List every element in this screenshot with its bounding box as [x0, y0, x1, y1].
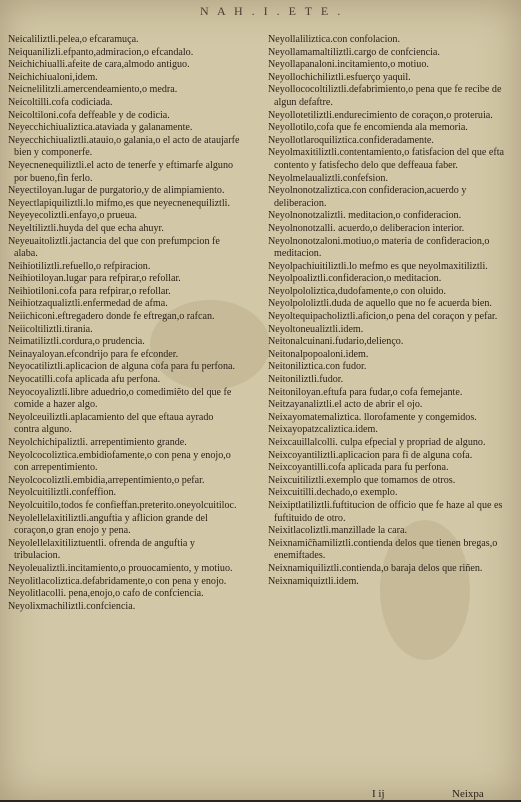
dictionary-entry: Neyoltoneualiztli.idem.	[268, 323, 364, 335]
dictionary-entry: Neiicoltiliztli.tirania.	[8, 323, 93, 335]
dictionary-entry: Neyolcuitilo,todos fe confieffan.preterito.oneyolcuitiloc.	[8, 499, 237, 511]
dictionary-entry: Neyoltequipacholiztli.aficion,o pena del coraçon y pefar.	[268, 311, 498, 323]
dictionary-entry: Neyollapanaloni.incitamiento,o motiuo.	[268, 59, 429, 71]
dictionary-entry: Neiichiconi.eftregadero donde fe eftregan,o rafcan.	[8, 311, 215, 323]
dictionary-entry: Neyolpololiztli.duda de aquello que no fe acuerda bien.	[268, 298, 492, 310]
dictionary-entry: Neitonalcuinani.fudario,delienço.	[268, 336, 404, 348]
dictionary-entry: Neixayomatemaliztica. llorofamente y congemidos.	[268, 411, 477, 423]
dictionary-entry: Neyocatilli.cofa aplicada afu perfona.	[8, 374, 161, 386]
dictionary-entry: Neyolchichipaliztli. arrepentimiento grande.	[8, 437, 187, 448]
dictionary-entry: Neyectlapiquiliztli.lo mifmo,es que neyecnenequiliztli.	[8, 197, 230, 209]
dictionary-entry: Neyeuaitoliztli.jactancia del que con prefumpcion fe alaba.	[8, 235, 220, 260]
dictionary-entry: Neitoniliztli.fudor.	[268, 374, 344, 386]
dictionary-entry: Neyocatiliztli.aplicacion de alguna cofa para fu perfona.	[8, 361, 235, 373]
dictionary-entry: Neyolcocoliztica.embidiofamente,o con pena y enojo,o con arrepentimiento.	[8, 449, 231, 474]
dictionary-entry: Neixcauillalcolli. culpa efpecial y propriad de alguno.	[268, 437, 486, 448]
dictionary-entry: Neyolcocoliztli.embidia,arrepentimiento,o pefar.	[8, 474, 205, 486]
dictionary-entry: Neyolitlacolli. pena,enojo,o cafo de confciencia.	[8, 588, 204, 600]
dictionary-entry: Neihiotzaqualiztli.enfermedad de afma.	[8, 298, 168, 310]
dictionary-entry: Neyolixmachiliztli.confciencia.	[8, 600, 136, 612]
dictionary-entry: Neyollotlaroquiliztica.confideradamente.	[268, 134, 434, 146]
dictionary-entry: Neixcoyantiliztli.aplicacion para fi de alguna cofa.	[268, 449, 473, 461]
dictionary-entry: Neyolitlacoliztica.defabridamente,o con pena y enojo.	[8, 575, 227, 587]
dictionary-entry: Neyolnonotzalli. acuerdo,o deliberacion interior.	[268, 222, 465, 234]
dictionary-entry: Neyollotilo,cofa que fe encomienda ala memoria.	[268, 122, 468, 134]
dictionary-entry: Neichichiualoni,idem.	[8, 71, 98, 83]
running-head-text: N A H . I . E T E .	[200, 4, 344, 18]
dictionary-entry: Neitoniloyan.eftufa para fudar,o cofa femejante.	[268, 386, 463, 398]
catchword: Neixpa	[452, 788, 484, 800]
dictionary-entry: Neixnamiquiztli.idem.	[268, 575, 359, 587]
dictionary-entry: Neyolcuitiliztli.confeffion.	[8, 487, 117, 499]
right-column	[268, 34, 508, 588]
dictionary-entry: Neinayaloyan.efcondrijo para fe efconder.	[8, 348, 179, 360]
dictionary-entry: Neixcuitilli.dechado,o exemplo.	[268, 487, 398, 499]
running-head	[0, 4, 521, 24]
dictionary-entry: Neyollochichiliztli.esfuerço yaquil.	[268, 71, 411, 83]
dictionary-entry: Neyolmelaualiztli.confefsion.	[268, 172, 388, 184]
dictionary-entry: Neicnelilitzli.amercendeamiento,o medra.	[8, 84, 178, 96]
dictionary-entry: Neihiotiloyan.lugar para refpirar,o refollar.	[8, 273, 181, 285]
dictionary-entry: Neyeyecoliztli.enfayo,o prueua.	[8, 210, 137, 222]
dictionary-entry: Neihiotiliztli.refuello,o refpiracion.	[8, 260, 151, 272]
dictionary-entry: Neiquanilizli.efpanto,admiracion,o efcandalo.	[8, 46, 194, 58]
dictionary-entry: Neicoltiloni.cofa deffeable y de codicia.	[8, 109, 170, 121]
dictionary-entry: Neitonalpopoaloni.idem.	[268, 348, 369, 360]
dictionary-entry: Neyolpachiuitiliztli.lo mefmo es que neyolmaxitiliztli.	[268, 260, 488, 272]
left-column	[8, 34, 240, 613]
dictionary-entry: Neyolellelaxitiliztuentli. ofrenda de anguftia y tribulacion.	[8, 537, 195, 562]
dictionary-entry: Neyollamamaltiliztli.cargo de confciencia.	[268, 46, 440, 58]
signature-mark: I ij	[372, 788, 385, 800]
dictionary-entry: Neyolpoaliztli.confideracion,o meditacion.	[268, 273, 442, 285]
dictionary-entry: Neixiptlatiliztli.fuftitucion de officio que fe haze al que es fuftituido de otro.	[268, 499, 503, 524]
dictionary-entry: Neyeltiliztli.huyda del que echa ahuyr.	[8, 222, 164, 234]
dictionary-entry: Neixcoyantilli.cofa aplicada para fu perfona.	[268, 462, 449, 474]
dictionary-entry: Neimatiliztli.cordura,o prudencia.	[8, 336, 145, 348]
dictionary-entry: Neyolnonotzaloni.motiuo,o materia de confideracion,o meditacion.	[268, 235, 490, 260]
dictionary-entry: Neitzayanaliztli.el acto de abrir el ojo.	[268, 399, 423, 411]
dictionary-entry: Neihiotiloni.cofa para refpirar,o refollar.	[8, 285, 171, 297]
dictionary-entry: Neyolpololiztica,dudofamente,o con oluido.	[268, 285, 446, 297]
dictionary-entry: Neyecnenequiliztli.el acto de tenerfe y eftimarfe alguno por bueno,fin ferlo.	[8, 159, 234, 184]
dictionary-entry: Neyolnonotzaliztica.con confideracion,acuerdo y deliberacion.	[268, 185, 467, 209]
dictionary-entry: Neyollotetiliztli.endurecimiento de coraçon,o proteruia.	[268, 109, 493, 121]
dictionary-entry: Neyolnonotzaliztli. meditacion,o confideracion.	[268, 210, 462, 222]
dictionary-entry: Neicaliliztli.pelea,o efcaramuça.	[8, 34, 139, 45]
dictionary-entry: Neyolellelaxitiliztli.anguftia y aflicion grande del coraçon,o gran enojo y pena.	[8, 512, 208, 537]
dictionary-entry: Neixitlacoliztli.manzillade la cara.	[268, 525, 408, 537]
dictionary-entry: Neyoleualiztli.incitamiento,o prouocamiento, y motiuo.	[8, 562, 233, 574]
dictionary-entry: Neyollococoltiliztli.defabrimiento,o pena que fe recibe de algun defaftre.	[268, 84, 502, 108]
dictionary-entry: Neyolmaxitiliztli.contentamiento,o fatisfacion del que efta contento y fatisfecho delo que deffeaua faber.	[268, 147, 505, 171]
dictionary-entry: Neyocoyaliztli.libre aduedrio,o comedimiẽto del que fe comide a hazer algo.	[8, 386, 232, 411]
dictionary-entry: Neyectiloyan.lugar de purgatorio,y de alimpiamiento.	[8, 185, 225, 197]
dictionary-entry: Neixayopatzcaliztica.idem.	[268, 424, 378, 436]
dictionary-entry: Neyecchichiualiztli.atauio,o galania,o el acto de ataujarfe bien y componerfe.	[8, 134, 240, 159]
dictionary-entry: Neitoniliztica.con fudor.	[268, 361, 367, 373]
dictionary-entry: Neixnamiquiliztli.contienda,o baraja delos que riñen.	[268, 562, 483, 574]
dictionary-entry: Neyolceuiliztli.aplacamiento del que eftaua ayrado contra alguno.	[8, 411, 214, 436]
dictionary-entry: Neixcuitiliztli.exemplo que tomamos de otros.	[268, 474, 456, 486]
dictionary-entry: Neichichiualli.afeite de cara,almodo antiguo.	[8, 59, 190, 71]
dictionary-entry: Neicoltilli.cofa codiciada.	[8, 96, 113, 108]
dictionary-entry: Neixnamiĉ̃namiliztli.contienda delos que tienen bregas,o enemiftades.	[268, 537, 498, 562]
dictionary-entry: Neyollaliliztica.con confolacion.	[268, 34, 401, 45]
dictionary-entry: Neyecchichiualiztica.ataviada y galanamente.	[8, 122, 193, 134]
